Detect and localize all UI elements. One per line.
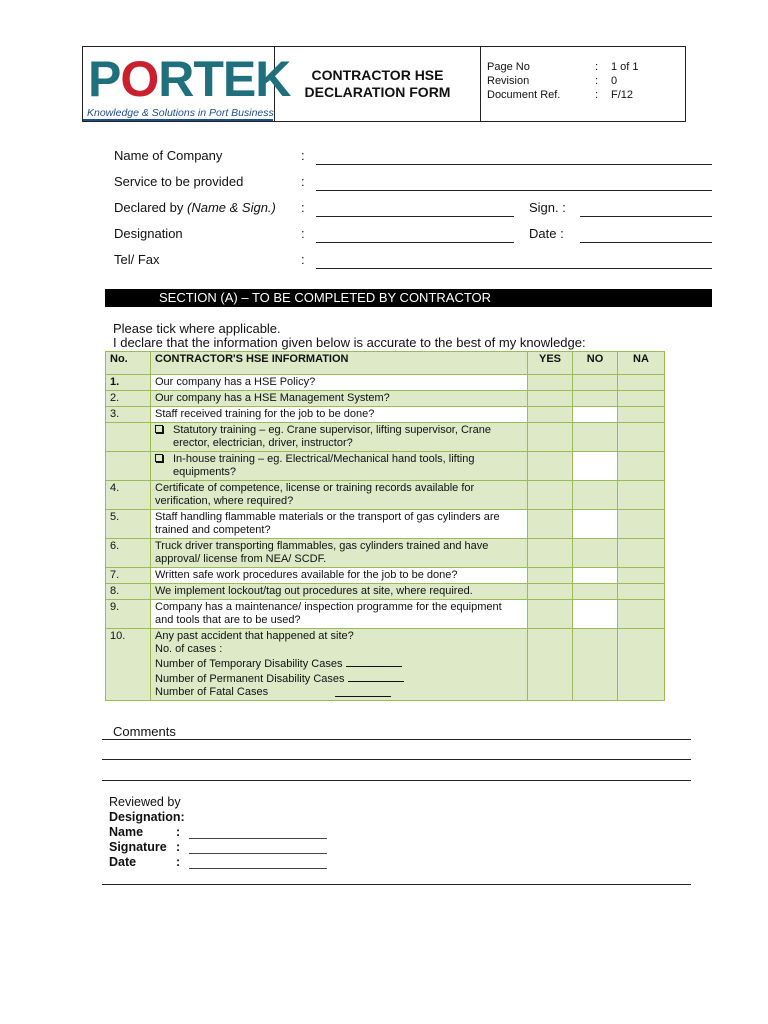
designation-input-line[interactable]	[316, 242, 514, 243]
table-row	[106, 407, 665, 423]
row-number: 5.	[106, 510, 151, 539]
col-info-header: CONTRACTOR'S HSE INFORMATION	[151, 352, 528, 375]
reviewed-by-label: Reviewed by	[109, 795, 181, 809]
service-input-line[interactable]	[316, 190, 712, 191]
col-na-header: NA	[618, 352, 665, 375]
row-number: 2.	[106, 391, 151, 407]
row-number	[106, 423, 151, 452]
comments-line-1[interactable]	[102, 739, 691, 740]
answer-yes-cell[interactable]	[528, 629, 573, 701]
row-question: Statutory training – eg. Crane supervisor, lifting supervisor, Crane erector, electrician, driver, instructor?	[151, 423, 528, 452]
section-a-title: SECTION (A) – TO BE COMPLETED BY CONTRACTOR	[159, 290, 492, 305]
row-number: 3.	[106, 407, 151, 423]
row-question: Staff received training for the job to be done?	[151, 407, 528, 423]
row-question: In-house training – eg. Electrical/Mechanical hand tools, lifting equipments?	[151, 452, 528, 481]
answer-na-cell[interactable]	[618, 391, 665, 407]
col-no-header: No.	[106, 352, 151, 375]
review-date-colon: :	[176, 855, 181, 869]
table-row	[106, 375, 665, 391]
review-designation-label: Designation:	[109, 810, 185, 824]
review-signature-input[interactable]	[189, 853, 327, 854]
answer-na-cell[interactable]	[618, 510, 665, 539]
answer-no-cell[interactable]	[573, 629, 618, 701]
table-row	[106, 629, 665, 701]
intro-declare: I declare that the information given below is accurate to the best of my knowledge:	[113, 335, 586, 350]
row-number: 7.	[106, 568, 151, 584]
row-number: 6.	[106, 539, 151, 568]
answer-na-cell[interactable]	[618, 452, 665, 481]
logo-tagline: Knowledge & Solutions in Port Business	[87, 107, 274, 119]
hse-table	[105, 351, 665, 701]
comments-line-2[interactable]	[102, 759, 691, 760]
answer-no-cell[interactable]	[573, 407, 618, 423]
sign-input-line[interactable]	[580, 216, 712, 217]
table-row	[106, 584, 665, 600]
tel-fax-input-line[interactable]	[316, 268, 712, 269]
sign-label: Sign. :	[529, 200, 566, 215]
form-title	[275, 47, 481, 121]
review-name-label: Name	[109, 825, 144, 839]
date-input-line[interactable]	[580, 242, 712, 243]
table-row	[106, 452, 665, 481]
answer-no-cell[interactable]	[573, 584, 618, 600]
table-row	[106, 423, 665, 452]
comments-label: Comments	[113, 724, 176, 739]
meta-revision: Revision : 0	[487, 75, 618, 87]
declared-by-input-line[interactable]	[316, 216, 514, 217]
table-row	[106, 481, 665, 510]
answer-no-cell[interactable]	[573, 375, 618, 391]
row-question: Staff handling flammable materials or the transport of gas cylinders are trained and competent?	[151, 510, 528, 539]
table-row	[106, 600, 665, 629]
row-question: Our company has a HSE Management System?	[151, 391, 528, 407]
answer-na-cell[interactable]	[618, 629, 665, 701]
portek-logo: PORTEK	[88, 51, 291, 107]
answer-yes-cell[interactable]	[528, 539, 573, 568]
review-date-input[interactable]	[189, 868, 327, 869]
checkbox-icon[interactable]	[155, 425, 163, 433]
answer-na-cell[interactable]	[618, 375, 665, 391]
answer-yes-cell[interactable]	[528, 375, 573, 391]
table-row	[106, 510, 665, 539]
row-question: Written safe work procedures available for the job to be done?	[151, 568, 528, 584]
table-row	[106, 391, 665, 407]
table-header-row	[106, 352, 665, 375]
answer-no-cell[interactable]	[573, 600, 618, 629]
date-label: Date :	[529, 226, 564, 241]
row-number	[106, 452, 151, 481]
temporary-cases-input[interactable]	[346, 656, 402, 667]
permanent-cases-input[interactable]	[348, 671, 404, 682]
answer-no-cell[interactable]	[573, 452, 618, 481]
review-name-colon: :	[176, 825, 181, 839]
review-name-input[interactable]	[189, 838, 327, 839]
answer-yes-cell[interactable]	[528, 391, 573, 407]
answer-na-cell[interactable]	[618, 539, 665, 568]
checkbox-icon[interactable]	[155, 454, 163, 462]
review-signature-label: Signature	[109, 840, 167, 854]
row-question: We implement lockout/tag out procedures at site, where required.	[151, 584, 528, 600]
company-input-line[interactable]	[316, 164, 712, 165]
logo-cell	[83, 47, 291, 121]
col-yes-header: YES	[528, 352, 573, 375]
row-number: 8.	[106, 584, 151, 600]
table-row	[106, 539, 665, 568]
row-question: Company has a maintenance/ inspection programme for the equipment and tools that are to be used?	[151, 600, 528, 629]
answer-na-cell[interactable]	[618, 481, 665, 510]
fatal-cases-input[interactable]	[335, 686, 391, 697]
answer-no-cell[interactable]	[573, 568, 618, 584]
answer-yes-cell[interactable]	[528, 600, 573, 629]
review-signature-colon: :	[176, 840, 181, 854]
row-question: Our company has a HSE Policy?	[151, 375, 528, 391]
table-row	[106, 568, 665, 584]
row-number: 9.	[106, 600, 151, 629]
answer-no-cell[interactable]	[573, 510, 618, 539]
footer-rule	[102, 884, 691, 885]
answer-yes-cell[interactable]	[528, 452, 573, 481]
row-question-accidents: Any past accident that happened at site? No. of cases : Number of Temporary Disability Cases Number of Permanent Disability Cases Number of Fatal Cases	[151, 629, 528, 701]
form-title-line2: DECLARATION FORM	[304, 84, 451, 100]
review-date-label: Date	[109, 855, 137, 869]
intro-tick: Please tick where applicable.	[113, 321, 281, 336]
answer-na-cell[interactable]	[618, 407, 665, 423]
document-meta	[481, 47, 685, 121]
answer-yes-cell[interactable]	[528, 423, 573, 452]
row-question: Certificate of competence, license or training records available for verification, where required?	[151, 481, 528, 510]
answer-yes-cell[interactable]	[528, 481, 573, 510]
answer-na-cell[interactable]	[618, 600, 665, 629]
document-header	[82, 46, 686, 122]
row-question: Truck driver transporting flammables, gas cylinders trained and have approval/ license from NEA/ SCDF.	[151, 539, 528, 568]
answer-yes-cell[interactable]	[528, 407, 573, 423]
section-a-bar	[105, 289, 712, 307]
answer-na-cell[interactable]	[618, 423, 665, 452]
answer-no-cell[interactable]	[573, 481, 618, 510]
meta-document-ref: Document Ref. : F/12	[487, 89, 634, 101]
answer-yes-cell[interactable]	[528, 510, 573, 539]
col-no-answer-header: NO	[573, 352, 618, 375]
row-number: 1.	[106, 375, 151, 391]
form-title-line1: CONTRACTOR HSE	[311, 67, 444, 83]
answer-no-cell[interactable]	[573, 539, 618, 568]
answer-no-cell[interactable]	[573, 423, 618, 452]
answer-yes-cell[interactable]	[528, 568, 573, 584]
answer-no-cell[interactable]	[573, 391, 618, 407]
row-number: 4.	[106, 481, 151, 510]
answer-na-cell[interactable]	[618, 584, 665, 600]
answer-yes-cell[interactable]	[528, 584, 573, 600]
answer-na-cell[interactable]	[618, 568, 665, 584]
logo-underline	[83, 119, 273, 121]
row-number: 10.	[106, 629, 151, 701]
comments-line-3[interactable]	[102, 780, 691, 781]
meta-page-no: Page No : 1 of 1	[487, 61, 639, 73]
